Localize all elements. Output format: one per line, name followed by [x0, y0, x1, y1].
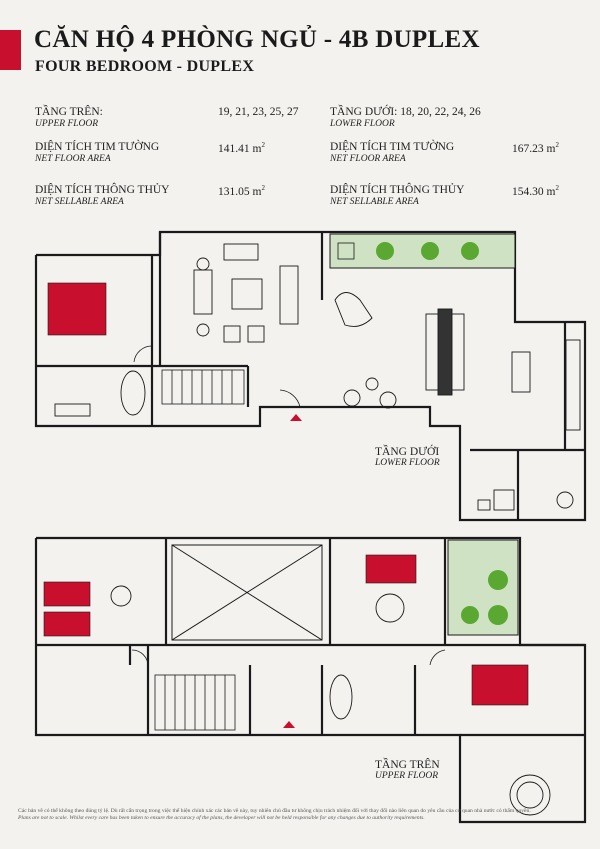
upper-floor-label-en: UPPER FLOOR	[35, 119, 99, 129]
upper-net-floor-label-en: NET FLOOR AREA	[35, 154, 111, 164]
upper-net-sellable-label-vi: DIỆN TÍCH THÔNG THỦY	[35, 184, 170, 196]
lower-floor-plan-label	[375, 446, 440, 468]
beds	[44, 283, 528, 705]
upper-entry-marker	[283, 721, 295, 728]
lower-floor-plan-label-en: LOWER FLOOR	[375, 458, 440, 468]
upper-floor-plan-label-vi: TẦNG TRÊN	[375, 759, 440, 771]
page-title: CĂN HỘ 4 PHÒNG NGỦ - 4B DUPLEX	[34, 26, 480, 53]
lower-floor-plan-label-vi: TẦNG DƯỚI	[375, 446, 440, 458]
upper-garden-terrace	[448, 540, 518, 635]
upper-floor-label-vi: TẦNG TRÊN:	[35, 106, 103, 118]
lower-entry-marker	[290, 414, 302, 421]
lower-net-floor-value: 167.23 $m^2$	[512, 141, 559, 155]
lower-furniture	[55, 244, 580, 815]
upper-net-floor-label-vi: DIỆN TÍCH TIM TƯỜNG	[35, 141, 160, 153]
lower-net-sellable-label-en: NET SELLABLE AREA	[330, 197, 419, 207]
disclaimer-vi: Các bản vẽ có thể không theo đúng tỷ lệ. Dù rất cẩn trọng trong việc thể hiện chính xác các bản vẽ này, tuy nhiên chủ đầu tư không chịu trách nhiệm đối với thay đổi nào liên quan do yêu cầu của cơ quan nhà nước có thẩm quyền.	[18, 808, 531, 814]
lower-net-floor-label-vi: DIỆN TÍCH TIM TƯỜNG	[330, 141, 455, 153]
upper-floor-plan-label	[375, 759, 440, 781]
lower-floor-plan	[36, 232, 585, 520]
lower-net-sellable-value: 154.30 $m^2$	[512, 184, 559, 198]
upper-floor-levels: 19, 21, 23, 25, 27	[218, 106, 299, 118]
upper-net-sellable-label-en: NET SELLABLE AREA	[35, 197, 124, 207]
disclaimer-en: Plans are not to scale. Whilst every care has been taken to ensure the accuracy of the plans, the developer will not be held responsible for any changes due to authority requirements.	[18, 815, 425, 821]
lower-floor-label-vi: TẦNG DƯỚI:	[330, 106, 398, 118]
page-subtitle: FOUR BEDROOM - DUPLEX	[35, 58, 255, 75]
lower-floor-levels: 18, 20, 22, 24, 26	[400, 106, 481, 118]
upper-net-sellable-value: 131.05 $m^2$	[218, 184, 265, 198]
lower-net-floor-label-en: NET FLOOR AREA	[330, 154, 406, 164]
lower-floor-label-en: LOWER FLOOR	[330, 119, 395, 129]
upper-net-floor-value: 141.41 $m^2$	[218, 141, 265, 155]
lower-garden-terrace	[330, 234, 515, 268]
lower-net-sellable-label-vi: DIỆN TÍCH THÔNG THỦY	[330, 184, 465, 196]
staircase	[155, 370, 244, 730]
upper-floor-plan-label-en: UPPER FLOOR	[375, 771, 439, 781]
disclaimer-footnote	[18, 808, 588, 822]
